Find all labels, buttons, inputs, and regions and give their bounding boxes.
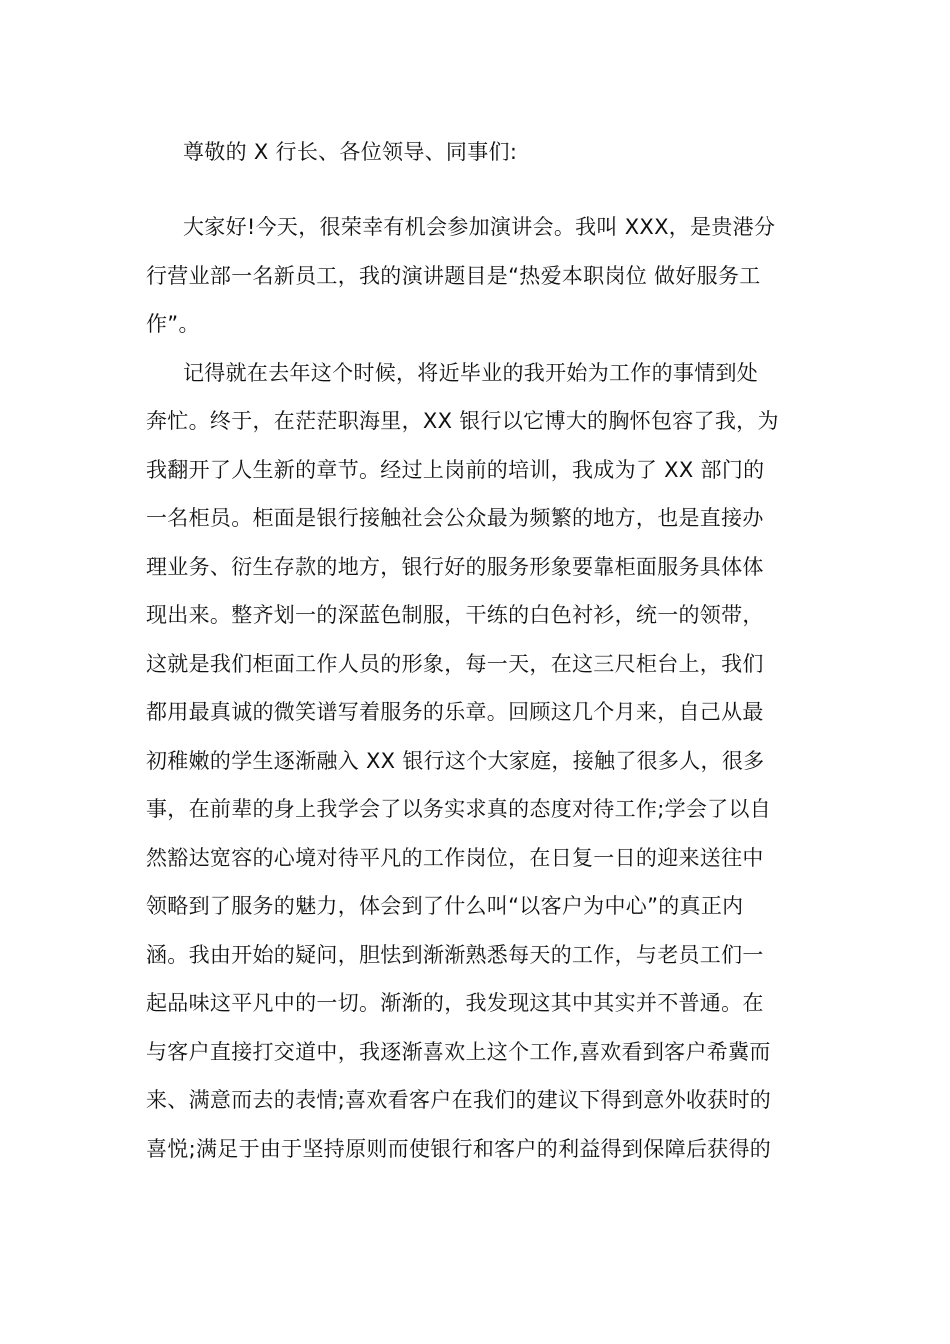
text-line: 来、满意而去的表情;喜欢看客户在我们的建议下得到意外收获时的 xyxy=(146,1088,772,1112)
text-line: 一名柜员。柜面是银行接触社会公众最为频繁的地方，也是直接办 xyxy=(146,506,764,530)
salutation: 尊敬的 X 行长、各位领导、同事们: xyxy=(183,140,518,164)
text-line: 这就是我们柜面工作人员的形象，每一天，在这三尺柜台上，我们 xyxy=(146,651,764,676)
text-line: 然豁达宽容的心境对待平凡的工作岗位，在日复一日的迎来送往中 xyxy=(146,845,764,870)
text-line: 领略到了服务的魅力，体会到了什么叫“以客户为中心”的真正内 xyxy=(146,894,744,918)
text-line: 作”。 xyxy=(146,312,200,336)
text-line: 都用最真诚的微笑谱写着服务的乐章。回顾这几个月来，自己从最 xyxy=(146,700,764,724)
document-body xyxy=(146,211,806,1181)
text-line: 我翻开了人生新的章节。经过上岗前的培训，我成为了 XX 部门的 xyxy=(146,457,765,482)
text-line: 理业务、衍生存款的地方，银行好的服务形象要靠柜面服务具体体 xyxy=(146,554,764,579)
text-line: 现出来。整齐划一的深蓝色制服，干练的白色衬衫，统一的领带， xyxy=(146,603,764,627)
text-line: 涵。我由开始的疑问，胆怯到渐渐熟悉每天的工作，与老员工们一 xyxy=(146,942,764,967)
text-line: 大家好!今天，很荣幸有机会参加演讲会。我叫 XXX，是贵港分 xyxy=(183,215,776,239)
text-line: 起品味这平凡中的一切。渐渐的，我发现这其中其实并不普通。在 xyxy=(146,991,764,1015)
text-line: 奔忙。终于，在茫茫职海里，XX 银行以它博大的胸怀包容了我，为 xyxy=(146,409,779,433)
text-line: 喜悦;满足于由于坚持原则而使银行和客户的利益得到保障后获得的 xyxy=(146,1136,772,1161)
text-line: 行营业部一名新员工，我的演讲题目是“热爱本职岗位 做好服务工 xyxy=(146,263,761,288)
text-line: 与客户直接打交道中，我逐渐喜欢上这个工作,喜欢看到客户希冀而 xyxy=(146,1039,771,1064)
text-line: 事，在前辈的身上我学会了以务实求真的态度对待工作;学会了以自 xyxy=(146,797,772,821)
text-line: 记得就在去年这个时候，将近毕业的我开始为工作的事情到处 xyxy=(183,360,759,385)
text-line: 初稚嫩的学生逐渐融入 XX 银行这个大家庭，接触了很多人，很多 xyxy=(146,748,765,773)
